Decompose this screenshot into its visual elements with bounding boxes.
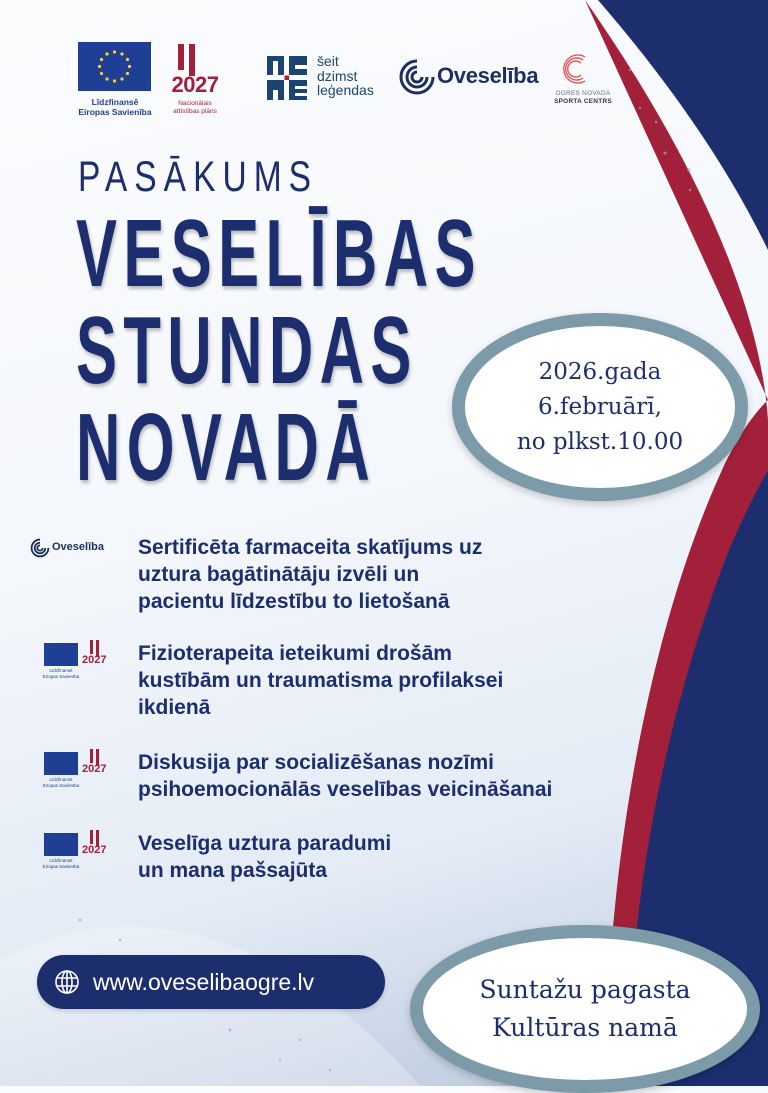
event-label: PASĀKUMS [78, 153, 319, 201]
event-title: VESELĪBAS STUNDAS NOVADĀ [76, 200, 482, 501]
agenda-item: Līdzfinansē Eiropas Savienība 2027 Fizioterapeita ieteikumi drošām kustībām un traumatisma profilaksei ikdienā [42, 642, 504, 719]
logo-bar: Līdzfinansē Eiropas Savienība 2027 Nacionālais attīstības plāns šeit dzimst leģendas Oveselība OGRES NOVADA SPORTA CENTRS [0, 0, 768, 130]
eu-flag-icon [44, 643, 78, 666]
globe-icon [54, 969, 80, 995]
oveseliba-swirl-icon [30, 538, 50, 558]
eu-flag-icon [44, 833, 78, 856]
ogre-slogan: šeit dzimst leģendas [317, 53, 374, 98]
ogre-logo-icon [267, 56, 307, 100]
oveseliba-swirl-icon [398, 58, 436, 96]
agenda-item: Līdzfinansē Eiropas Savienība 2027 Diskusija par socializēšanas nozīmi psihoemocionālās veselības veicināšanai [42, 751, 553, 801]
eu-caption: Līdzfinansē Eiropas Savienība [78, 97, 152, 117]
agenda-item: Oveselība Sertificēta farmaceita skatījums uz uztura bagātinātāju izvēli un pacientu līdzestību to lietošanā [0, 530, 620, 620]
oveseliba-logo-text: Oveselība [437, 63, 539, 88]
eu-flag-icon [44, 752, 78, 775]
eu-flag-icon [78, 42, 151, 91]
venue-oval: Suntažu pagasta Kultūras namā [410, 925, 760, 1093]
website-url[interactable]: www.oveselibaogre.lv [93, 968, 315, 995]
date-time-oval: 2026.gada 6.februārī, no plkst.10.00 [452, 313, 748, 501]
sports-centre-caption: OGRES NOVADA SPORTA CENTRS [554, 90, 612, 105]
website-link[interactable] [37, 955, 385, 1009]
sports-centre-logo-icon [558, 52, 588, 86]
oveseliba-logo-text: Oveselība [52, 541, 104, 553]
agenda-item: Līdzfinansē Eiropas Savienība 2027 Veselīga uztura paradumi un mana pašsajūta [42, 832, 392, 882]
